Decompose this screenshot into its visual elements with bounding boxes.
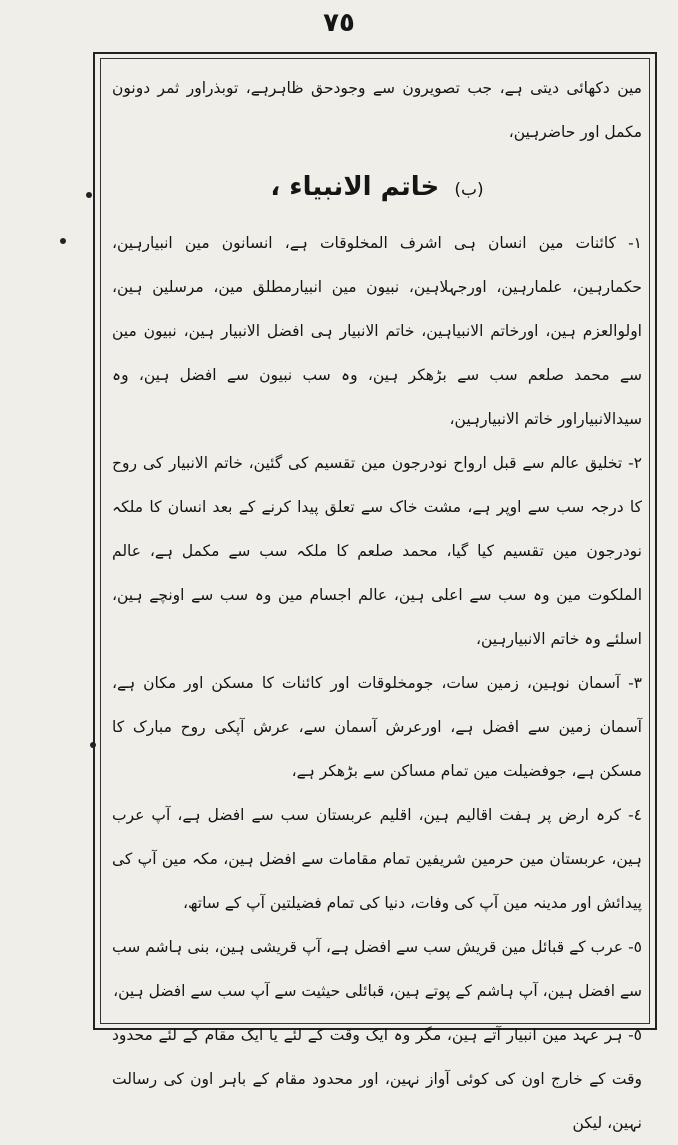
paragraph-4: ٤- کرہ ارض پر ہفت اقالیم ہین، اقلیم عربستان سب سے افضل ہے، آپ عرب ہین، عربستان مین حرمین شریفین تمام مقامات سے افضل ہین، مکہ مین آپ کی پیدائش اور مدینہ مین آپ کی وفات، دنیا کی تمام فضیلتین آپ کے ساتھ، <box>112 806 642 912</box>
margin-dot <box>86 192 92 198</box>
paragraph-1: ١- کائنات مین انسان ہی اشرف المخلوقات ہے، انسانون مین انبیارہین، حکمارہین، علمارہین، اورجہلاہین، نبیون مین انبیارمطلق مین، مرسلین ہین، اولوالعزم ہین، اورخاتم الانبیاہین، خاتم الانبیار ہی افضل الانبیار ہین، نبیون مین سے محمد صلعم سب سے بڑھکر ہین، وہ سب نبیون سے افضل ہین، وہ سیدالانبیاراور خاتم الانبیارہین، <box>112 234 642 428</box>
paragraph-5: ٥- عرب کے قبائل مین قریش سب سے افضل ہے، آپ قریشی ہین، بنی ہاشم سب سے افضل ہین، آپ ہاشم کے پوتے ہین، قبائلی حیثیت سے آپ سب سے افضل ہین، <box>112 938 642 1000</box>
section-label: (ب) <box>454 180 484 200</box>
page-body <box>112 66 642 1132</box>
opening-line: مین دکھائی دیتی ہے، جب تصویرون سے وجودحق ظاہرہے، توبذراور ثمر دونون مکمل اور حاضرہین، <box>112 79 642 141</box>
paragraph-6: ٥- ہر عہد مین انبیار آتے ہین، مگر وہ ایک وقت کے لئے یا ایک مقام کے لئے محدود وقت کے خارج اون کی کوئی آواز نہین، اور محدود مقام کے باہر اون کی رسالت نہین، لیکن <box>112 1026 642 1132</box>
paragraph-3: ٣- آسمان نوہین، زمین سات، جومخلوقات اور کائنات کا مسکن اور مکان ہے، آسمان زمین سے افضل ہے، اورعرش آسمان سے، عرش آپکی روح مبارک کا مسکن ہے، جوفضیلت مین تمام مساکن سے بڑھکر ہے، <box>112 674 642 780</box>
section-heading <box>112 160 642 217</box>
section-title: خاتم الانبیاء ، <box>270 172 440 202</box>
page-number: ٧٥ <box>323 8 355 38</box>
margin-dot <box>90 742 96 748</box>
margin-dot <box>60 238 66 244</box>
paragraph-2: ٢- تخلیق عالم سے قبل ارواح نودرجون مین تقسیم کی گئین، خاتم الانبیار کی روح کا درجہ سب سے اوپر ہے، مشت خاک سے تعلق پیدا کرنے کے بعد انسان کا ملکہ نودرجون مین تقسیم کیا گیا، محمد صلعم کا ملکہ سب سے مکمل ہے، عالم الملکوت مین وہ سب سے اعلی ہین، عالم اجسام مین وہ سب سے اونچے ہین، اسلئے وہ خاتم الانبیارہین، <box>112 454 642 648</box>
